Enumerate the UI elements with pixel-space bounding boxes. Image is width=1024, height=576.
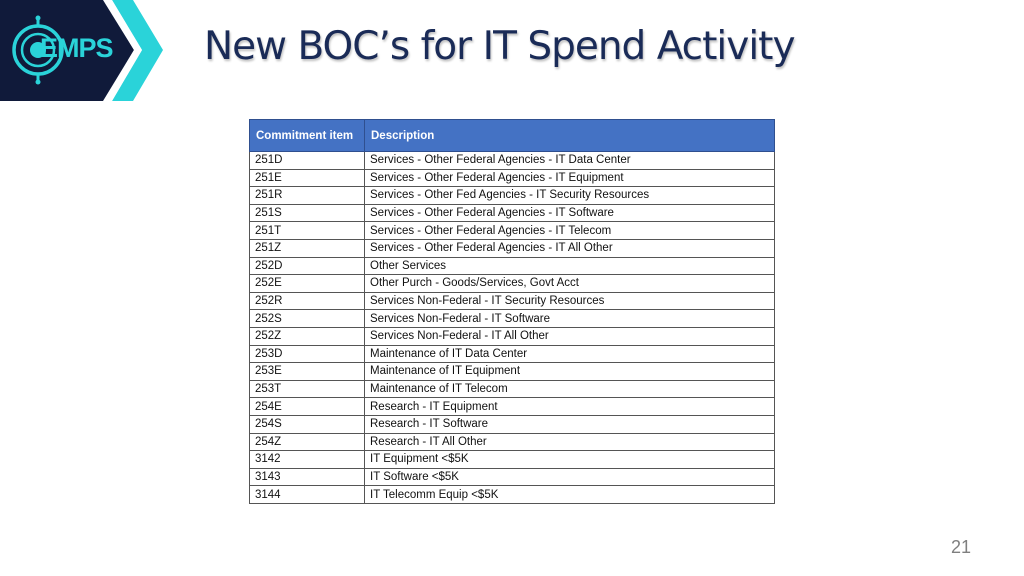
commitment-item-cell: 251T (250, 222, 365, 240)
description-cell: Maintenance of IT Equipment (365, 363, 775, 381)
table-row (250, 363, 775, 381)
description-cell: Services - Other Federal Agencies - IT Software (365, 204, 775, 222)
column-header-description: Description (365, 120, 775, 152)
description-cell: IT Telecomm Equip <$5K (365, 486, 775, 504)
commitment-item-cell: 253D (250, 345, 365, 363)
commitment-item-cell: 254E (250, 398, 365, 416)
commitment-item-cell: 251E (250, 169, 365, 187)
description-cell: Services - Other Federal Agencies - IT All Other (365, 239, 775, 257)
commitment-item-cell: 252D (250, 257, 365, 275)
commitment-item-cell: 3143 (250, 468, 365, 486)
commitment-item-cell: 251D (250, 152, 365, 170)
commitment-item-cell: 252Z (250, 327, 365, 345)
commitment-item-cell: 251S (250, 204, 365, 222)
description-cell: Maintenance of IT Telecom (365, 380, 775, 398)
table-row (250, 486, 775, 504)
commitment-item-cell: 251R (250, 187, 365, 205)
table-row (250, 345, 775, 363)
commitment-item-cell: 3142 (250, 451, 365, 469)
description-cell: Services Non-Federal - IT Security Resources (365, 292, 775, 310)
table-row (250, 187, 775, 205)
commitment-item-cell: 253T (250, 380, 365, 398)
table-row (250, 275, 775, 293)
description-cell: Maintenance of IT Data Center (365, 345, 775, 363)
description-cell: Other Purch - Goods/Services, Govt Acct (365, 275, 775, 293)
commitment-item-cell: 252R (250, 292, 365, 310)
table-row (250, 398, 775, 416)
boc-table (249, 119, 775, 504)
description-cell: Research - IT Equipment (365, 398, 775, 416)
table-row (250, 169, 775, 187)
description-cell: Services Non-Federal - IT All Other (365, 327, 775, 345)
table-row (250, 257, 775, 275)
table-row (250, 468, 775, 486)
table-row (250, 152, 775, 170)
commitment-item-cell: 3144 (250, 486, 365, 504)
commitment-item-cell: 252E (250, 275, 365, 293)
description-cell: Research - IT All Other (365, 433, 775, 451)
description-cell: Services - Other Federal Agencies - IT Telecom (365, 222, 775, 240)
table-row (250, 451, 775, 469)
logo-text: EMPS (40, 33, 113, 63)
table-row (250, 204, 775, 222)
description-cell: Services Non-Federal - IT Software (365, 310, 775, 328)
table-row (250, 415, 775, 433)
table-row (250, 327, 775, 345)
commitment-item-cell: 251Z (250, 239, 365, 257)
table-header-row (250, 120, 775, 152)
table-row (250, 310, 775, 328)
description-cell: Services - Other Fed Agencies - IT Security Resources (365, 187, 775, 205)
commitment-item-cell: 254S (250, 415, 365, 433)
table-row (250, 380, 775, 398)
description-cell: Services - Other Federal Agencies - IT Data Center (365, 152, 775, 170)
boc-table-container (249, 119, 774, 504)
commitment-item-cell: 253E (250, 363, 365, 381)
slide-title: New BOC’s for IT Spend Activity (204, 24, 795, 69)
table-row (250, 222, 775, 240)
description-cell: Services - Other Federal Agencies - IT Equipment (365, 169, 775, 187)
commitment-item-cell: 254Z (250, 433, 365, 451)
description-cell: Other Services (365, 257, 775, 275)
table-body (250, 152, 775, 504)
description-cell: Research - IT Software (365, 415, 775, 433)
page-number: 21 (951, 537, 972, 557)
description-cell: IT Software <$5K (365, 468, 775, 486)
column-header-commitment-item: Commitment item (250, 120, 365, 152)
commitment-item-cell: 252S (250, 310, 365, 328)
table-row (250, 433, 775, 451)
table-row (250, 292, 775, 310)
table-row (250, 239, 775, 257)
logo (0, 0, 165, 101)
description-cell: IT Equipment <$5K (365, 451, 775, 469)
